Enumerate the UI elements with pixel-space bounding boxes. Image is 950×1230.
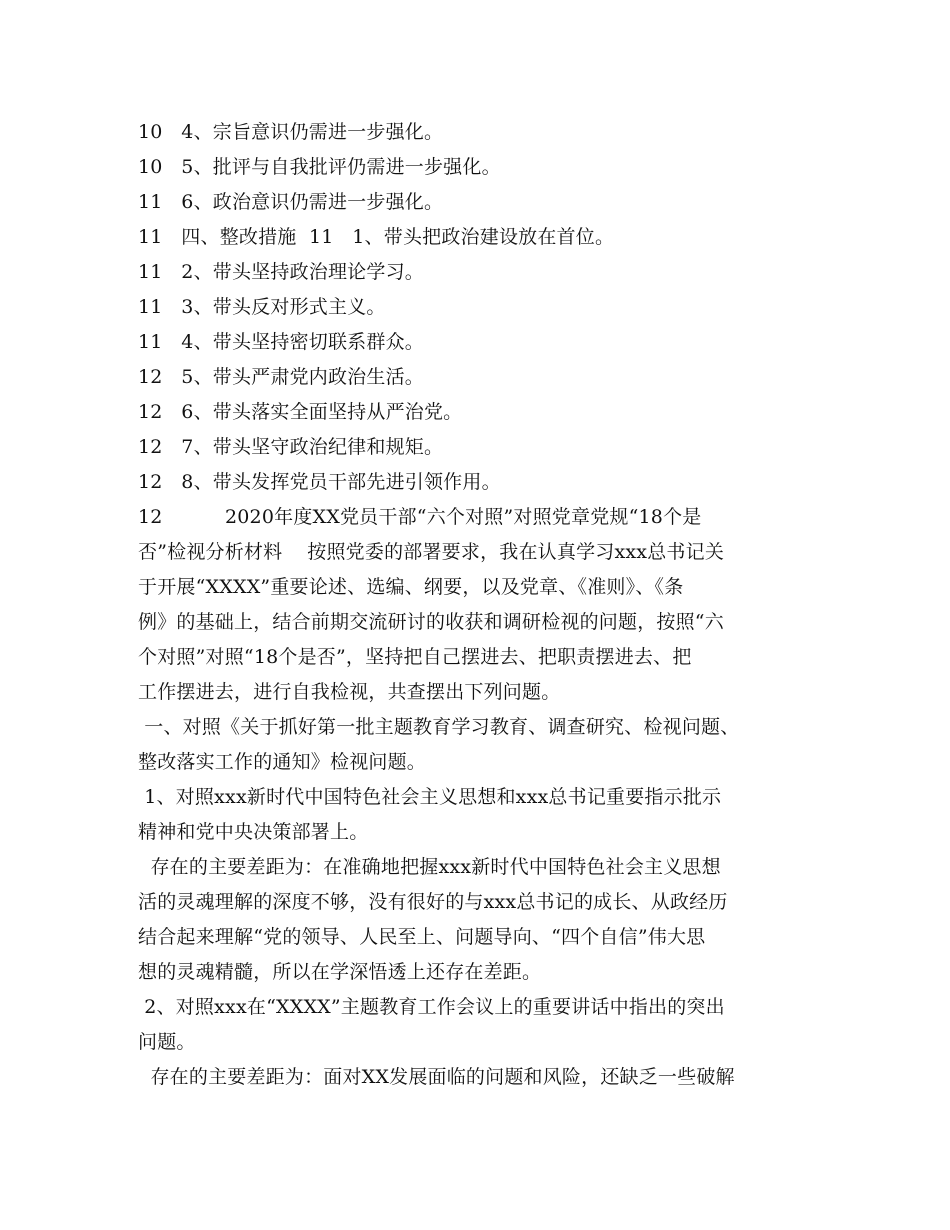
text-line: 工作摆进去，进行自我检视，共查摆出下列问题。 (138, 681, 561, 703)
text-line: 10 4、宗旨意识仍需进一步强化。 (138, 121, 444, 143)
text-line: 1、对照xxx新时代中国特色社会主义思想和xxx总书记重要指示批示 (138, 786, 722, 808)
text-line: 12 2020年度XX党员干部“六个对照”对照党章党规“18个是 (138, 506, 702, 528)
text-line: 整改落实工作的通知》检视问题。 (138, 751, 427, 773)
document-body (138, 115, 828, 1095)
text-line: 11 四、整改措施 11 1、带头把政治建设放在首位。 (138, 226, 615, 248)
text-line: 10 5、批评与自我批评仍需进一步强化。 (138, 156, 501, 178)
text-line: 11 2、带头坚持政治理论学习。 (138, 261, 424, 283)
text-line: 11 4、带头坚持密切联系群众。 (138, 331, 424, 353)
text-line: 精神和党中央决策部署上。 (138, 821, 369, 843)
text-line: 12 5、带头严肃党内政治生活。 (138, 366, 424, 388)
text-line: 12 6、带头落实全面坚持从严治党。 (138, 401, 463, 423)
text-line: 个对照”对照“18个是否”，坚持把自己摆进去、把职责摆进去、把 (138, 646, 692, 668)
text-line: 存在的主要差距为：面对XX发展面临的问题和风险，还缺乏一些破解 (138, 1066, 735, 1088)
text-line: 想的灵魂精髓，所以在学深悟透上还存在差距。 (138, 961, 542, 983)
text-line: 例》的基础上，结合前期交流研讨的收获和调研检视的问题，按照“六 (138, 611, 724, 633)
text-line: 活的灵魂理解的深度不够，没有很好的与xxx总书记的成长、从政经历 (138, 891, 728, 913)
text-line: 存在的主要差距为：在准确地把握xxx新时代中国特色社会主义思想 (138, 856, 721, 878)
text-line: 12 7、带头坚守政治纪律和规矩。 (138, 436, 444, 458)
text-line: 结合起来理解“党的领导、人民至上、问题导向、“四个自信”伟大思 (138, 926, 706, 948)
text-line: 12 8、带头发挥党员干部先进引领作用。 (138, 471, 501, 493)
text-line: 否”检视分析材料 按照党委的部署要求，我在认真学习xxx总书记关 (138, 541, 725, 563)
text-line: 一、对照《关于抓好第一批主题教育学习教育、调查研究、检视问题、 (138, 716, 740, 738)
text-line: 于开展“XXXX”重要论述、选编、纲要，以及党章、《准则》、《条 (138, 576, 684, 598)
text-line: 问题。 (138, 1031, 196, 1053)
text-line: 11 3、带头反对形式主义。 (138, 296, 386, 318)
text-line: 11 6、政治意识仍需进一步强化。 (138, 191, 444, 213)
text-line: 2、对照xxx在“XXXX”主题教育工作会议上的重要讲话中指出的突出 (138, 996, 725, 1018)
